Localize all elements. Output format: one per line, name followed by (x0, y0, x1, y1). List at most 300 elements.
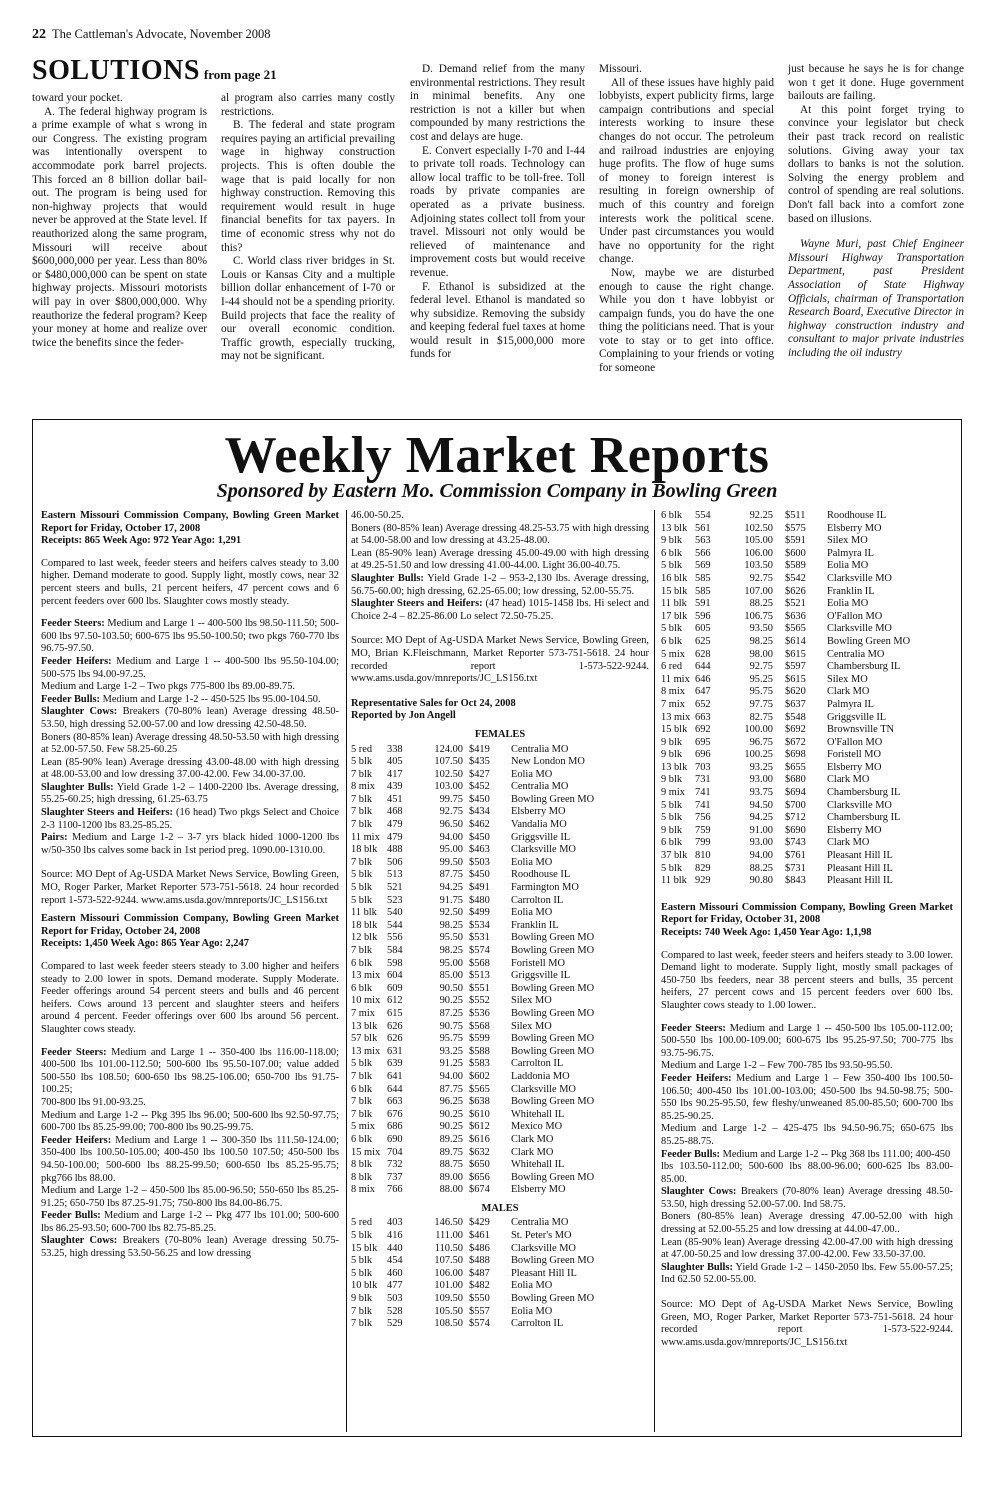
price: 107.00 (744, 585, 773, 597)
weight: 529 (387, 1318, 403, 1330)
per-head: $565 (469, 1083, 490, 1095)
report-oct31-summary: Compared to last week, feeder steers and heifers steady to 3.00 lower. Demand light to moderate. Supply light, mostly small packages of 450-750 lbs feeders, near 38 percent steers and bulls, 35 percent heifers, 27 percent cows and 15 percent feeders over 600 lbs. Slaughter cows steady to 1.00 lower.. (661, 949, 953, 1011)
weight: 585 (695, 585, 711, 597)
per-head: $626 (785, 585, 806, 597)
market-line: Feeder Heifers: Medium and Large 1 – Few 350-400 lbs 100.50-106.50; 400-450 lbs 101.00-103.00; 450-500 lbs 94.50-98.75; 500-550 lbs 90.25-95.50, few fleshy/unweaned 85.00-85.50; 600-700 lbs 85.25-90.25. (661, 1072, 953, 1122)
head-count: 7 blk (351, 945, 373, 956)
price: 106.00 (434, 1267, 463, 1279)
weight: 440 (387, 1242, 403, 1254)
price: 92.75 (749, 661, 773, 673)
paragraph: E. Convert especially I-70 and I-44 to private toll roads. Technology can allow local traffic to be toll-free. Toll roads by private companies are operated as a private business. Adjoining states collect toll from your travel. Missouri not only would be relieved of maintenance and improvement costs but would receive revenue. (410, 144, 585, 279)
head-count: 5 red (351, 1217, 373, 1229)
price: 94.00 (439, 831, 463, 843)
category-label: Feeder Heifers: (41, 655, 112, 667)
paragraph: All of these issues have highly paid lobbyists, expert publicity firms, large campaign contributions and special interests working to insure these changes do not occur. The petroleum and railroad industries are enjoying huge profits. The flow of huge sums of money to foreign interest is resulting in foreign ownership of much of this country and foreign interests work the political scene. Under past circumstances you would have no opportunity for the right change. (599, 76, 774, 266)
location: Eolia MO (827, 560, 869, 572)
weight: 690 (387, 1133, 403, 1145)
sale-row (661, 523, 953, 536)
sale-row (351, 1306, 649, 1319)
weight: 563 (695, 535, 711, 547)
location: Clarksville MO (511, 844, 576, 856)
head-count: 5 blk (351, 1267, 373, 1279)
category-label: Slaughter Bulls: (351, 572, 424, 584)
sale-row (351, 920, 649, 933)
paragraph: D. Demand relief from the many environmental restrictions. They result in minimal benefits. Any one restriction is not a killer but when compounded by many restrictions the cost and delays are huge. (410, 63, 585, 143)
weight: 626 (387, 1033, 403, 1045)
price: 93.75 (749, 787, 773, 799)
per-head: $568 (469, 957, 490, 969)
sale-row (351, 958, 649, 971)
per-head: $692 (785, 724, 806, 736)
location: Eolia MO (511, 1280, 553, 1292)
market-line: Feeder Heifers: Medium and Large 1 -- 400-500 lbs 95.50-104.00; 500-575 lbs 94.00-97.25. (41, 655, 339, 680)
location: Brownsville TN (827, 724, 895, 736)
per-head: $552 (469, 995, 490, 1007)
paragraph: Missouri. (599, 63, 642, 75)
sale-row (661, 774, 953, 787)
weight: 628 (695, 648, 711, 660)
sale-row (351, 781, 649, 794)
location: Clark MO (827, 774, 870, 786)
weight: 503 (387, 1293, 403, 1305)
head-count: 5 mix (661, 648, 685, 660)
market-line: Feeder Bulls: Medium and Large 1-2 -- Pkg 477 lbs 101.00; 500-600 lbs 86.25-93.50; 600-700 lbs 82.75-85.25. (41, 1210, 339, 1234)
price: 91.75 (439, 894, 463, 906)
price: 102.50 (744, 522, 773, 534)
report-oct17-heading: Eastern Missouri Commission Company, Bowling Green Market Report for Friday, October 17, 2008 (41, 510, 339, 534)
location: Eolia MO (511, 768, 553, 780)
head-count: 11 blk (351, 907, 377, 919)
sale-row (351, 983, 649, 996)
head-count: 13 mix (351, 970, 381, 982)
location: Bowling Green MO (511, 793, 595, 805)
head-count: 5 blk (351, 869, 373, 881)
sale-row (351, 857, 649, 870)
head-count: 15 blk (351, 1242, 378, 1254)
category-label: Feeder Bulls: (41, 1210, 101, 1222)
location: Clarksville MO (827, 572, 892, 584)
per-head: $574 (469, 945, 490, 956)
solutions-heading (32, 55, 277, 87)
sale-row (351, 1243, 649, 1256)
location: Franklin IL (827, 585, 875, 597)
sale-row (351, 970, 649, 983)
price: 94.50 (749, 799, 773, 811)
head-count: 9 blk (661, 824, 683, 836)
per-head: $482 (469, 1280, 490, 1292)
sale-row (661, 510, 953, 523)
sale-row (351, 895, 649, 908)
report-oct31-source: Source: MO Dept of Ag-USDA Market News Service, Bowling Green, MO, Roger Parker, Market Reporter 573-751-5618. 24 hour recorded report 1-573-522-9244. www.ams.usda.gov/mnreports/JC_LS156.txt (661, 1299, 953, 1348)
per-head: $615 (785, 673, 806, 685)
location: Silex MO (511, 1020, 552, 1032)
head-count: 13 blk (351, 1020, 378, 1032)
price: 90.25 (439, 1108, 463, 1120)
per-head: $731 (785, 862, 806, 874)
sale-row (351, 1109, 649, 1122)
weight: 644 (695, 661, 711, 673)
market-line: Feeder Bulls: Medium and Large 1-2 -- 450-525 lbs 95.00-104.50. (41, 693, 321, 705)
sale-row (661, 661, 953, 674)
per-head: $429 (469, 1217, 490, 1229)
weight: 521 (387, 882, 403, 894)
location: Elsberry MO (827, 824, 882, 836)
market-line: Slaughter Cows: Breakers (70-80% lean) Average dressing 50.75-53.25, high dressing 53.50-56.25 and low dressing (41, 1235, 339, 1260)
weight: 731 (695, 774, 711, 786)
weight: 479 (387, 819, 403, 831)
location: Foristell MO (827, 749, 881, 761)
per-head: $615 (785, 648, 806, 660)
head-count: 11 blk (661, 598, 687, 610)
sale-row (661, 674, 953, 687)
per-head: $419 (469, 743, 490, 755)
head-count: 7 blk (351, 1318, 373, 1330)
price: 92.75 (749, 572, 773, 584)
head-count: 6 blk (351, 1083, 373, 1095)
head-count: 8 mix (661, 686, 685, 698)
location: Laddonia MO (511, 1070, 570, 1082)
price: 90.25 (439, 1121, 463, 1133)
weight: 609 (387, 982, 403, 994)
head-count: 10 mix (351, 995, 381, 1007)
weight: 741 (695, 787, 711, 799)
location: Elsberry MO (827, 761, 882, 773)
per-head: $461 (469, 1230, 490, 1242)
location: Clarksville MO (511, 1242, 576, 1254)
price: 109.50 (434, 1293, 463, 1305)
weight: 416 (387, 1230, 403, 1242)
location: Pleasant Hill IL (827, 862, 893, 874)
head-count: 11 mix (661, 673, 690, 685)
location: Bowling Green MO (511, 1045, 595, 1057)
per-head: $521 (785, 598, 806, 610)
price: 93.00 (749, 837, 773, 849)
market-line: Medium and Large 1-2 -- Pkg 395 lbs 96.00; 500-600 lbs 92.50-97.75; 600-700 lbs 85.25-99.00; 700-800 lbs 90.25-99.75. (41, 1109, 339, 1134)
price: 106.75 (744, 610, 773, 622)
weight: 569 (695, 560, 711, 572)
paragraph: B. The federal and state program requires paying an artificial prevailing wage in highway construction projects. This is often double the wage that is paid locally for non highway construction. Removing this requirement would result in huge financial benefits for tax payers. In time of economic stress why not do this? (221, 119, 395, 254)
location: Chambersburg IL (827, 661, 901, 673)
location: O'Fallon MO (827, 736, 883, 748)
per-head: $486 (469, 1242, 490, 1254)
price: 88.00 (439, 1184, 463, 1196)
market-column-1 (41, 510, 339, 1261)
price: 90.80 (749, 875, 773, 887)
price: 94.25 (439, 882, 463, 894)
location: Bowling Green MO (511, 1007, 595, 1019)
weight: 641 (387, 1070, 403, 1082)
weight: 759 (695, 824, 711, 836)
price: 146.50 (434, 1217, 463, 1229)
market-line: Feeder Bulls: Medium and Large 1-2 -- Pkg 368 lbs 111.00; 400-450 (661, 1148, 951, 1160)
price: 108.50 (434, 1318, 463, 1330)
sale-row (351, 1121, 649, 1134)
location: Bowling Green MO (511, 1096, 595, 1108)
per-head: $614 (785, 635, 806, 647)
sale-row (661, 699, 953, 712)
head-count: 8 mix (351, 1184, 375, 1196)
price: 89.75 (439, 1146, 463, 1158)
price: 98.25 (439, 919, 463, 931)
category-label: Slaughter Bulls: (41, 781, 114, 793)
price: 124.00 (434, 743, 463, 755)
per-head: $450 (469, 793, 490, 805)
page-header (32, 27, 271, 43)
sale-row (351, 819, 649, 832)
sale-row (351, 1033, 649, 1046)
market-line: 700-800 lbs 91.00-93.25. (41, 1096, 146, 1108)
weight: 451 (387, 793, 403, 805)
per-head: $599 (469, 1033, 490, 1045)
weight: 810 (695, 850, 711, 862)
location: St. Peter's MO (511, 1230, 572, 1242)
weight: 477 (387, 1280, 403, 1292)
weight: 598 (387, 957, 403, 969)
price: 95.50 (439, 932, 463, 944)
head-count: 15 blk (661, 585, 688, 597)
category-label: Feeder Steers: (41, 618, 105, 630)
sale-row (661, 560, 953, 573)
market-line: Slaughter Steers and Heifers: (47 head) 1015-1458 lbs. Hi select and Choice 2-4 – 82.25-86.00 Lo select 72.50-75.25. (351, 598, 649, 622)
price: 96.25 (439, 1096, 463, 1108)
sale-row (351, 844, 649, 857)
head-count: 6 blk (351, 1133, 373, 1145)
head-count: 6 blk (661, 510, 683, 521)
solutions-column-3 (410, 63, 585, 362)
price: 103.00 (434, 781, 463, 793)
head-count: 5 red (351, 743, 373, 755)
weight: 540 (387, 907, 403, 919)
head-count: 9 blk (661, 736, 683, 748)
location: Bowling Green MO (511, 1255, 595, 1267)
category-label: Slaughter Steers and Heifers: (351, 598, 483, 610)
price: 94.00 (439, 1070, 463, 1082)
market-line: Medium and Large 1-2 – 425-475 lbs 94.50-96.75; 650-675 lbs 85.25-88.75. (661, 1123, 953, 1147)
head-count: 6 blk (661, 635, 683, 647)
per-head: $542 (785, 572, 806, 584)
report-oct31-receipts: Receipts: 740 Week Ago: 1,450 Year Ago: 1,1,98 (661, 927, 872, 938)
category-label: Feeder Steers: (661, 1022, 726, 1034)
per-head: $632 (469, 1146, 490, 1158)
weight: 756 (695, 812, 711, 824)
sale-row (351, 1280, 649, 1293)
price: 99.75 (439, 793, 463, 805)
location: New London MO (511, 756, 585, 768)
location: Centralia MO (511, 1217, 569, 1229)
sale-row (351, 1046, 649, 1059)
per-head: $761 (785, 850, 806, 862)
location: Roodhouse IL (511, 869, 571, 881)
sale-row (351, 769, 649, 782)
sale-row (661, 812, 953, 825)
location: Elsberry MO (827, 522, 882, 534)
price: 93.50 (749, 623, 773, 635)
sale-row (661, 787, 953, 800)
price: 110.50 (434, 1242, 463, 1254)
sale-row (351, 832, 649, 845)
paragraph: At this point forget trying to convince your legislator but check their past track record on realistic solutions. Giving away your tax dollars to banks is not the solution. Solving the energy problem and control of spending are real solutions. Don't fall back into a comfort zone based on illusions. (788, 103, 964, 225)
price: 105.50 (434, 1305, 463, 1317)
head-count: 16 blk (661, 572, 688, 584)
location: Clarksville MO (511, 1083, 576, 1095)
head-count: 15 blk (661, 724, 688, 736)
location: Whitehall IL (511, 1159, 565, 1171)
weight: 561 (695, 522, 711, 534)
price: 103.50 (744, 560, 773, 572)
category-label: Slaughter Cows: (41, 706, 118, 718)
head-count: 9 blk (351, 1293, 373, 1305)
location: O'Fallon MO (827, 610, 883, 622)
weight: 644 (387, 1083, 403, 1095)
sale-row (351, 806, 649, 819)
location: Chambersburg IL (827, 812, 901, 824)
weight: 554 (695, 510, 711, 521)
head-count: 7 blk (351, 1070, 373, 1082)
head-count: 11 mix (351, 831, 380, 843)
head-count: 7 blk (351, 819, 373, 831)
head-count: 12 blk (351, 932, 378, 944)
page-number: 22 (32, 27, 46, 42)
sale-row (661, 611, 953, 624)
sale-row (661, 837, 953, 850)
weight: 488 (387, 844, 403, 856)
location: Farmington MO (511, 882, 579, 894)
price: 98.00 (749, 648, 773, 660)
market-line: Boners (80-85% lean) Average dressing 47.00-52.00 with high dressing at 52.00-55.25 and low dressing at 44.00-47.00.. (661, 1211, 953, 1236)
price: 90.50 (439, 982, 463, 994)
market-subtitle: Sponsored by Eastern Mo. Commission Company in Bowling Green (216, 480, 778, 502)
paragraph: al program also carries many costly restrictions. (221, 92, 395, 118)
sale-row (661, 875, 953, 888)
market-line: Boners (80-85% lean) Average dressing 48.50-53.50 with high dressing at 52.00-57.50. Few 58.25-60.25 (41, 731, 339, 756)
head-count: 57 blk (351, 1033, 378, 1045)
per-head: $427 (469, 768, 490, 780)
sale-row (351, 1159, 649, 1172)
head-count: 7 blk (351, 1096, 373, 1108)
sale-row (351, 1071, 649, 1084)
head-count: 5 blk (661, 799, 683, 811)
category-label: Feeder Bulls: (41, 693, 100, 705)
weight: 646 (695, 673, 711, 685)
price: 95.00 (439, 844, 463, 856)
weight: 631 (387, 1045, 403, 1057)
location: Vandalia MO (511, 819, 567, 831)
location: Bowling Green MO (511, 945, 595, 956)
price: 82.75 (749, 711, 773, 723)
weight: 468 (387, 806, 403, 818)
location: Clark MO (827, 686, 870, 698)
head-count: 5 blk (351, 1255, 373, 1267)
weight: 799 (695, 837, 711, 849)
head-count: 7 mix (351, 1007, 375, 1019)
market-line: Slaughter Cows: Breakers (70-80% lean) Average dressing 48.50-53.50, high dressing 52.00-57.00. Ind 58.75. (661, 1186, 954, 1210)
column-rule (654, 510, 655, 1432)
price: 99.50 (439, 856, 463, 868)
head-count: 7 blk (351, 1108, 373, 1120)
per-head: $534 (469, 919, 490, 931)
report-oct17-summary: Compared to last week, feeder steers and heifers calves steady to 3.00 higher. Demand moderate to good. Supply light, mostly cows, near 32 percent steers and bulls, 21 percent heifers, 47 percent cows and 6 percent feeders over 600 lbs. Slaughter cows mostly steady. (41, 557, 339, 607)
sale-row (661, 686, 953, 699)
per-head: $597 (785, 661, 806, 673)
price: 87.25 (439, 1007, 463, 1019)
category-label: Slaughter Bulls: (661, 1261, 733, 1273)
sale-row (661, 724, 953, 737)
market-line: Slaughter Bulls: Yield Grade 1-2 – 1450-2050 lbs. Few 55.00-57.25; Ind 62.50 52.00-55.00. (661, 1261, 953, 1286)
sale-row (351, 932, 649, 945)
reporter-line: Reported by Jon Angell (351, 710, 456, 722)
head-count: 6 blk (661, 547, 683, 559)
per-head: $602 (469, 1070, 490, 1082)
price: 100.25 (744, 749, 773, 761)
per-head: $588 (469, 1045, 490, 1057)
weight: 615 (387, 1007, 403, 1019)
weight: 829 (695, 862, 711, 874)
weight: 663 (695, 711, 711, 723)
price: 88.25 (749, 598, 773, 610)
category-label: Feeder Bulls: (661, 1148, 720, 1160)
weight: 625 (695, 635, 711, 647)
location: Bowling Green MO (511, 1171, 595, 1183)
per-head: $513 (469, 970, 490, 982)
solutions-title: SOLUTIONS (32, 55, 200, 86)
location: Pleasant Hill IL (511, 1267, 577, 1279)
location: Silex MO (511, 995, 552, 1007)
head-count: 15 mix (351, 1146, 381, 1158)
per-head: $700 (785, 799, 806, 811)
category-label: Feeder Heifers: (661, 1072, 732, 1084)
weight: 732 (387, 1159, 403, 1171)
head-count: 7 blk (351, 856, 373, 868)
sale-row (351, 1230, 649, 1243)
per-head: $557 (469, 1305, 490, 1317)
weight: 766 (387, 1184, 403, 1196)
head-count: 9 blk (661, 535, 683, 547)
market-line: lbs 103.50-112.00; 500-600 lbs 88.00-96.00; 600-625 lbs 83.00-85.00. (661, 1161, 953, 1185)
market-line: Lean (85-90% lean) Average dressing 42.00-47.00 with high dressing at 47.00-50.25 and low dressing 37.00-42.00. Few 33.50-37.00. (661, 1236, 953, 1261)
weight: 544 (387, 919, 403, 931)
per-head: $650 (469, 1159, 490, 1171)
per-head: $450 (469, 869, 490, 881)
sale-row (351, 869, 649, 882)
price: 94.00 (749, 850, 773, 862)
sale-row (661, 623, 953, 636)
report-oct24-source: Source: MO Dept of Ag-USDA Market News Service, Bowling Green, MO, Brian K.Fleischmann, Market Reporter 573-751-5618. 24 hour recorded report 1-573-522-9244. www.ams.usda.gov/mnreports/JC_LS156.txt (351, 635, 649, 685)
per-head: $743 (785, 837, 806, 849)
head-count: 18 blk (351, 844, 378, 856)
location: Centralia MO (511, 743, 569, 755)
location: Eolia MO (511, 1305, 553, 1317)
sale-row (351, 1184, 649, 1197)
per-head: $531 (469, 932, 490, 944)
sale-row (351, 794, 649, 807)
location: Pleasant Hill IL (827, 875, 893, 887)
weight: 596 (695, 610, 711, 622)
report-oct17-source: Source: MO Dept of Ag-USDA Market News Service, Bowling Green, MO, Roger Parker, Market Reporter 573-751-5618. 24 hour recorded report 1-573-522-9244. www.ams.usda.gov/mnreports/JC_LS156.txt (41, 869, 339, 906)
location: Palmyra IL (827, 698, 875, 710)
head-count: 17 blk (661, 610, 688, 622)
sale-row (351, 1147, 649, 1160)
location: Clarksville MO (827, 623, 892, 635)
head-count: 5 blk (661, 862, 683, 874)
per-head: $591 (785, 535, 806, 547)
weight: 604 (387, 970, 403, 982)
per-head: $574 (469, 1318, 490, 1330)
market-line: Slaughter Steers and Heifers: (16 head) Two pkgs Select and Choice 2-3 1100-1200 lbs 83.25-85.25. (41, 807, 339, 831)
per-head: $655 (785, 761, 806, 773)
location: Clark MO (827, 837, 870, 849)
head-count: 9 blk (661, 749, 683, 761)
males-sales-table-continued (661, 510, 953, 888)
